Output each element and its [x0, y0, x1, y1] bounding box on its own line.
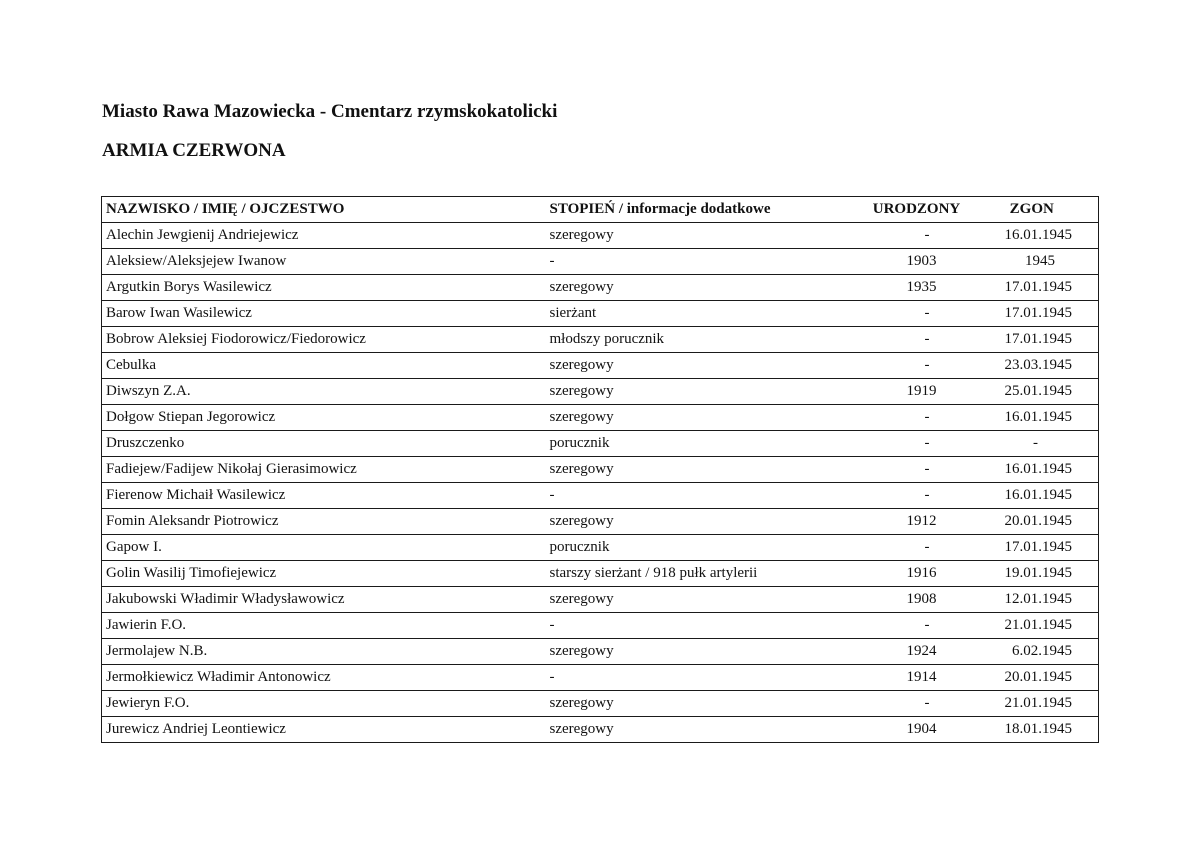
cell-rank: szeregowy [546, 587, 852, 613]
cell-death: 17.01.1945 [982, 275, 1099, 301]
cell-name: Diwszyn Z.A. [102, 379, 546, 405]
table-row [102, 223, 1099, 249]
cell-born: - [852, 535, 982, 561]
cell-born: - [852, 301, 982, 327]
cell-name: Argutkin Borys Wasilewicz [102, 275, 546, 301]
cell-born: 1919 [852, 379, 982, 405]
cell-death: 6.02.1945 [982, 639, 1099, 665]
cell-death: 16.01.1945 [982, 223, 1099, 249]
table-row [102, 379, 1099, 405]
cell-rank: młodszy porucznik [546, 327, 852, 353]
cell-death: 18.01.1945 [982, 717, 1099, 743]
table-row [102, 613, 1099, 639]
cell-born: - [852, 431, 982, 457]
cell-name: Cebulka [102, 353, 546, 379]
cell-death: 21.01.1945 [982, 691, 1099, 717]
cell-name: Jermołkiewicz Władimir Antonowicz [102, 665, 546, 691]
cell-name: Alechin Jewgienij Andriejewicz [102, 223, 546, 249]
cell-death: 17.01.1945 [982, 535, 1099, 561]
cell-name: Barow Iwan Wasilewicz [102, 301, 546, 327]
cell-rank: szeregowy [546, 691, 852, 717]
cell-death: 19.01.1945 [982, 561, 1099, 587]
cell-rank: szeregowy [546, 717, 852, 743]
cell-death: 16.01.1945 [982, 457, 1099, 483]
cell-rank: - [546, 249, 852, 275]
cell-born: 1908 [852, 587, 982, 613]
cell-rank: - [546, 665, 852, 691]
table-body [102, 223, 1099, 743]
cell-death: 12.01.1945 [982, 587, 1099, 613]
cell-rank: szeregowy [546, 275, 852, 301]
table-row [102, 561, 1099, 587]
cell-born: 1912 [852, 509, 982, 535]
cell-death: 16.01.1945 [982, 483, 1099, 509]
header-death: ZGON [982, 197, 1099, 223]
table-row [102, 509, 1099, 535]
cell-born: - [852, 353, 982, 379]
document-subtitle: ARMIA CZERWONA [102, 140, 286, 161]
header-rank: STOPIEŃ / informacje dodatkowe [546, 197, 852, 223]
cell-death: 1945 [982, 249, 1099, 275]
cell-name: Jermolajew N.B. [102, 639, 546, 665]
header-name: NAZWISKO / IMIĘ / OJCZESTWO [102, 197, 546, 223]
cell-rank: szeregowy [546, 405, 852, 431]
table-row [102, 327, 1099, 353]
cell-born: 1904 [852, 717, 982, 743]
cell-rank: - [546, 483, 852, 509]
cell-born: 1916 [852, 561, 982, 587]
cell-name: Bobrow Aleksiej Fiodorowicz/Fiedorowicz [102, 327, 546, 353]
cell-name: Aleksiew/Aleksjejew Iwanow [102, 249, 546, 275]
table-row [102, 431, 1099, 457]
table-row [102, 275, 1099, 301]
cell-name: Fomin Aleksandr Piotrowicz [102, 509, 546, 535]
table-row [102, 457, 1099, 483]
cell-rank: szeregowy [546, 379, 852, 405]
table-row [102, 353, 1099, 379]
cell-death: 25.01.1945 [982, 379, 1099, 405]
cell-rank: - [546, 613, 852, 639]
cell-born: - [852, 483, 982, 509]
table-row [102, 587, 1099, 613]
table-row [102, 691, 1099, 717]
cell-rank: szeregowy [546, 457, 852, 483]
cell-born: - [852, 223, 982, 249]
cell-death: 20.01.1945 [982, 665, 1099, 691]
cell-rank: sierżant [546, 301, 852, 327]
cell-born: 1924 [852, 639, 982, 665]
cell-born: 1935 [852, 275, 982, 301]
cell-born: - [852, 457, 982, 483]
cell-rank: starszy sierżant / 918 pułk artylerii [546, 561, 852, 587]
cell-death: 23.03.1945 [982, 353, 1099, 379]
cell-death: 20.01.1945 [982, 509, 1099, 535]
cell-name: Fierenow Michaił Wasilewicz [102, 483, 546, 509]
cell-death: 17.01.1945 [982, 301, 1099, 327]
table-header-row [102, 197, 1099, 223]
table-row [102, 665, 1099, 691]
cell-rank: porucznik [546, 535, 852, 561]
cell-name: Gapow I. [102, 535, 546, 561]
cell-born: - [852, 405, 982, 431]
cell-rank: szeregowy [546, 509, 852, 535]
cell-name: Fadiejew/Fadijew Nikołaj Gierasimowicz [102, 457, 546, 483]
cell-death: - [982, 431, 1099, 457]
cell-name: Jurewicz Andriej Leontiewicz [102, 717, 546, 743]
cell-death: 21.01.1945 [982, 613, 1099, 639]
cell-death: 16.01.1945 [982, 405, 1099, 431]
cell-born: 1914 [852, 665, 982, 691]
table-row [102, 249, 1099, 275]
cell-rank: szeregowy [546, 639, 852, 665]
table-row [102, 483, 1099, 509]
table-row [102, 639, 1099, 665]
table-row [102, 405, 1099, 431]
table-row [102, 535, 1099, 561]
burial-records-table [101, 196, 1099, 743]
cell-rank: szeregowy [546, 223, 852, 249]
table-row [102, 717, 1099, 743]
document-title: Miasto Rawa Mazowiecka - Cmentarz rzymskokatolicki [102, 101, 558, 122]
cell-death: 17.01.1945 [982, 327, 1099, 353]
cell-name: Jawierin F.O. [102, 613, 546, 639]
cell-rank: szeregowy [546, 353, 852, 379]
cell-born: - [852, 327, 982, 353]
cell-rank: porucznik [546, 431, 852, 457]
cell-name: Druszczenko [102, 431, 546, 457]
cell-born: - [852, 691, 982, 717]
cell-born: 1903 [852, 249, 982, 275]
header-born: URODZONY [852, 197, 982, 223]
cell-name: Jakubowski Władimir Władysławowicz [102, 587, 546, 613]
cell-born: - [852, 613, 982, 639]
cell-name: Golin Wasilij Timofiejewicz [102, 561, 546, 587]
cell-name: Dołgow Stiepan Jegorowicz [102, 405, 546, 431]
cell-name: Jewieryn F.O. [102, 691, 546, 717]
table-row [102, 301, 1099, 327]
